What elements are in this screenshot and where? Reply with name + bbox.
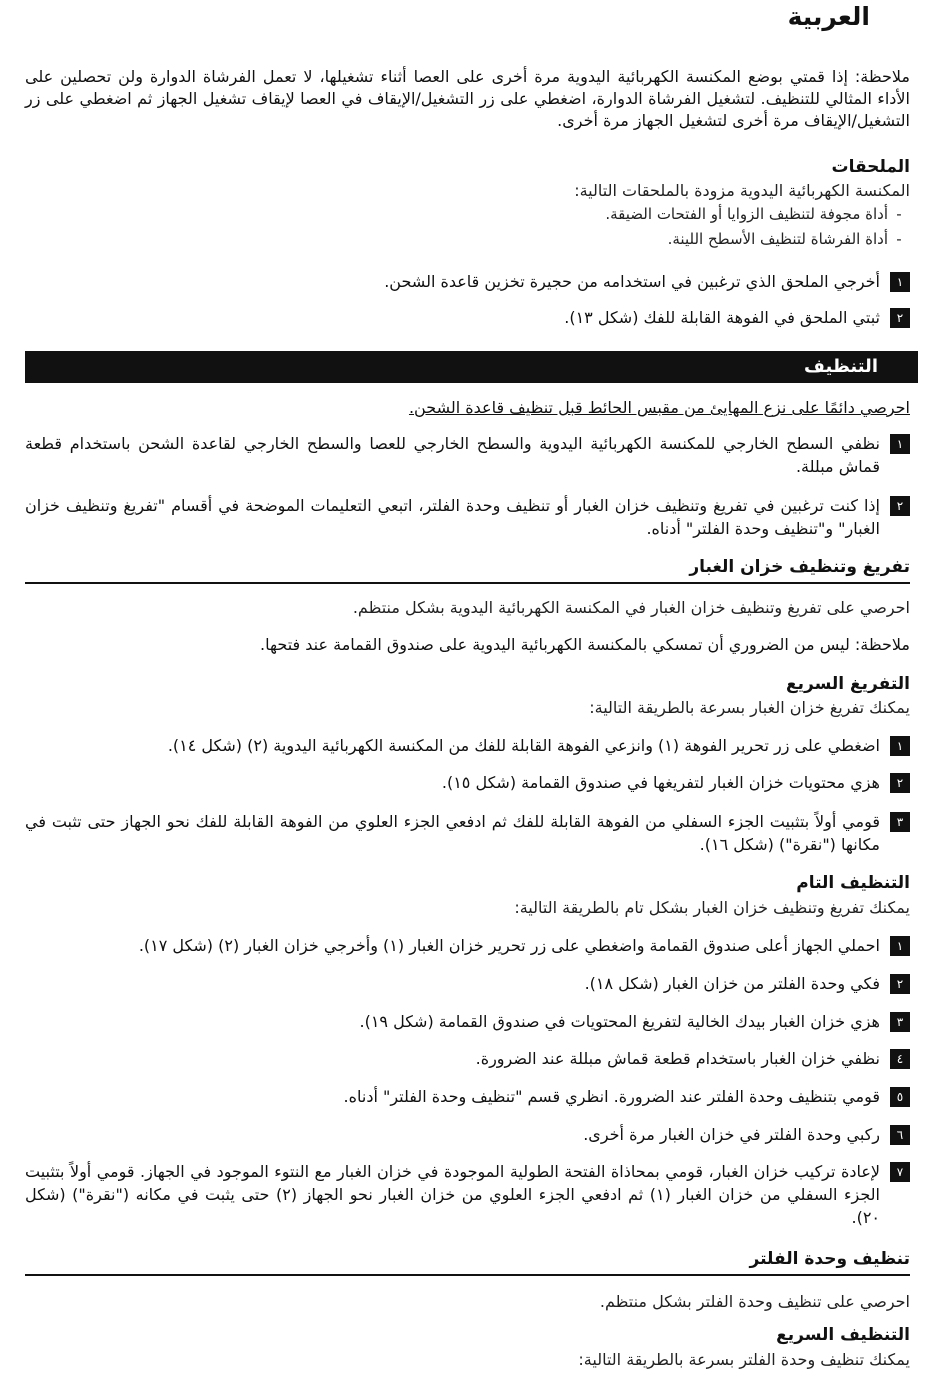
filter-section-intro: احرصي على تنظيف وحدة الفلتر بشكل منتظم. — [599, 1292, 910, 1311]
step-text: لإعادة تركيب خزان الغبار، قومي بمحاذاة الفتحة الطولية الموجودة في خزان الغبار مع النتوء الموجود في الجهاز. قومي أولاً بتثبيت الجزء السفلي من خزان الغبار (١) ثم ادفعي الجزء العلوي من خزان الغبار نحو الجهاز (٢) حتى يثبت في مكانه ("نقرة") (شكل ٢٠). — [25, 1162, 880, 1227]
quick-empty-heading: التفريغ السريع — [786, 674, 910, 694]
quick-clean-heading: التنظيف السريع — [776, 1325, 910, 1345]
cleaning-title-bar — [25, 351, 918, 383]
step-number: ١ — [890, 272, 910, 292]
step-text: قومي بتنظيف وحدة الفلتر عند الضرورة. انظري قسم "تنظيف وحدة الفلتر" أدناه. — [343, 1087, 880, 1106]
step-number: ٣ — [890, 812, 910, 832]
step-text: قومي أولاً بتثبيت الجزء السفلي من الفوهة القابلة للفك ثم ادفعي الجزء العلوي من الفوهة القابلة للفك نحو الجهاز حتى تثبت في مكانها ("نقرة") (شكل ١٦). — [25, 812, 880, 854]
step-number: ٦ — [890, 1125, 910, 1145]
cleaning-step — [25, 494, 910, 540]
step-text: نظفي السطح الخارجي للمكنسة الكهربائية اليدوية والسطح الخارجي للعصا والسطح الخارجي لقاعدة الشحن باستخدام قطعة قماش مبللة. — [25, 434, 880, 476]
cleaning-warning: احرصي دائمًا على نزع المهايئ من مقبس الحائط قبل تنظيف قاعدة الشحن. — [408, 398, 910, 417]
step-number: ٥ — [890, 1087, 910, 1107]
step-text: اضغطي على زر تحرير الفوهة (١) وانزعي الفوهة القابلة للفك من المكنسة الكهربائية اليدوية (٢) (شكل ١٤). — [167, 736, 880, 755]
filter-section-heading: تنظيف وحدة الفلتر — [749, 1249, 910, 1269]
empty-section-note: ملاحظة: ليس من الضروري أن تمسكي بالمكنسة الكهربائية اليدوية على صندوق القمامة عند فتحها. — [260, 635, 910, 654]
accessory-step — [25, 270, 910, 293]
section-divider — [25, 582, 910, 584]
step-number: ١ — [890, 434, 910, 454]
cleaning-step — [25, 432, 910, 478]
empty-section-heading: تفريغ وتنظيف خزان الغبار — [689, 557, 910, 577]
accessory-item: - أداة الفرشاة لتنظيف الأسطح اللينة. — [25, 228, 910, 250]
step-text: أخرجي الملحق الذي ترغبين في استخدامه من حجيرة تخزين قاعدة الشحن. — [384, 272, 880, 291]
full-clean-step — [25, 934, 910, 957]
step-text: هزي محتويات خزان الغبار لتفريغها في صندوق القمامة (شكل ١٥). — [441, 773, 880, 792]
note-top: ملاحظة: إذا قمتي بوضع المكنسة الكهربائية اليدوية مرة أخرى على العصا أثناء تشغيلها، لا تعمل الفرشاة الدوارة ولن تحصلين على الأداء المثالي للتنظيف. لتشغيل الفرشاة الدوارة، اضغطي على زر التشغيل/الإيقاف في العصا لإيقاف تشغيل الجهاز ثم اضغطي على زر التشغيل/الإيقاف مرة أخرى لتشغيل الجهاز مرة أخرى. — [25, 67, 910, 130]
step-text: ثبتي الملحق في الفوهة القابلة للفك (شكل ١٣). — [564, 308, 880, 327]
full-clean-intro: يمكنك تفريغ وتنظيف خزان الغبار بشكل تام بالطريقة التالية: — [514, 898, 910, 917]
quick-empty-intro: يمكنك تفريغ خزان الغبار بسرعة بالطريقة التالية: — [589, 698, 910, 717]
quick-empty-step — [25, 771, 910, 794]
step-text: ركبي وحدة الفلتر في خزان الغبار مرة أخرى. — [583, 1125, 880, 1144]
step-number: ٢ — [890, 496, 910, 516]
step-number: ٣ — [890, 1012, 910, 1032]
step-number: ٢ — [890, 773, 910, 793]
language-title: العربية — [787, 2, 870, 31]
step-text: احملي الجهاز أعلى صندوق القمامة واضغطي على زر تحرير خزان الغبار (١) وأخرجي خزان الغبار (٢) (شكل ١٧). — [138, 936, 880, 955]
step-text: إذا كنت ترغبين في تفريغ وتنظيف خزان الغبار أو تنظيف وحدة الفلتر، اتبعي التعليمات الموضحة في أقسام "تفريغ وتنظيف خزان الغبار" و"تنظيف وحدة الفلتر" أدناه. — [25, 496, 880, 538]
step-text: هزي خزان الغبار بيدك الخالية لتفريغ المحتويات في صندوق القمامة (شكل ١٩). — [359, 1012, 880, 1031]
accessory-item: - أداة مجوفة لتنظيف الزوايا أو الفتحات الضيقة. — [25, 203, 910, 225]
quick-clean-intro: يمكنك تنظيف وحدة الفلتر بسرعة بالطريقة التالية: — [578, 1350, 910, 1369]
full-clean-step — [25, 1047, 910, 1070]
step-number: ١ — [890, 936, 910, 956]
full-clean-heading: التنظيف التام — [796, 873, 910, 893]
quick-empty-step — [25, 810, 910, 856]
full-clean-step — [25, 1085, 910, 1108]
accessory-step — [25, 306, 910, 329]
accessories-heading: الملحقات — [831, 157, 910, 177]
step-text: فكي وحدة الفلتر من خزان الغبار (شكل ١٨). — [584, 974, 880, 993]
quick-empty-step — [25, 734, 910, 757]
step-number: ٧ — [890, 1162, 910, 1182]
full-clean-step — [25, 972, 910, 995]
step-number: ٢ — [890, 308, 910, 328]
step-text: نظفي خزان الغبار باستخدام قطعة قماش مبللة عند الضرورة. — [475, 1049, 880, 1068]
step-number: ٢ — [890, 974, 910, 994]
section-divider — [25, 1274, 910, 1276]
step-number: ٤ — [890, 1049, 910, 1069]
step-number: ١ — [890, 736, 910, 756]
full-clean-step — [25, 1160, 910, 1229]
cleaning-title: التنظيف — [804, 356, 878, 377]
full-clean-step — [25, 1010, 910, 1033]
accessories-intro: المكنسة الكهربائية اليدوية مزودة بالملحقات التالية: — [574, 181, 910, 200]
full-clean-step — [25, 1123, 910, 1146]
empty-section-intro: احرصي على تفريغ وتنظيف خزان الغبار في المكنسة الكهربائية اليدوية بشكل منتظم. — [352, 598, 910, 617]
